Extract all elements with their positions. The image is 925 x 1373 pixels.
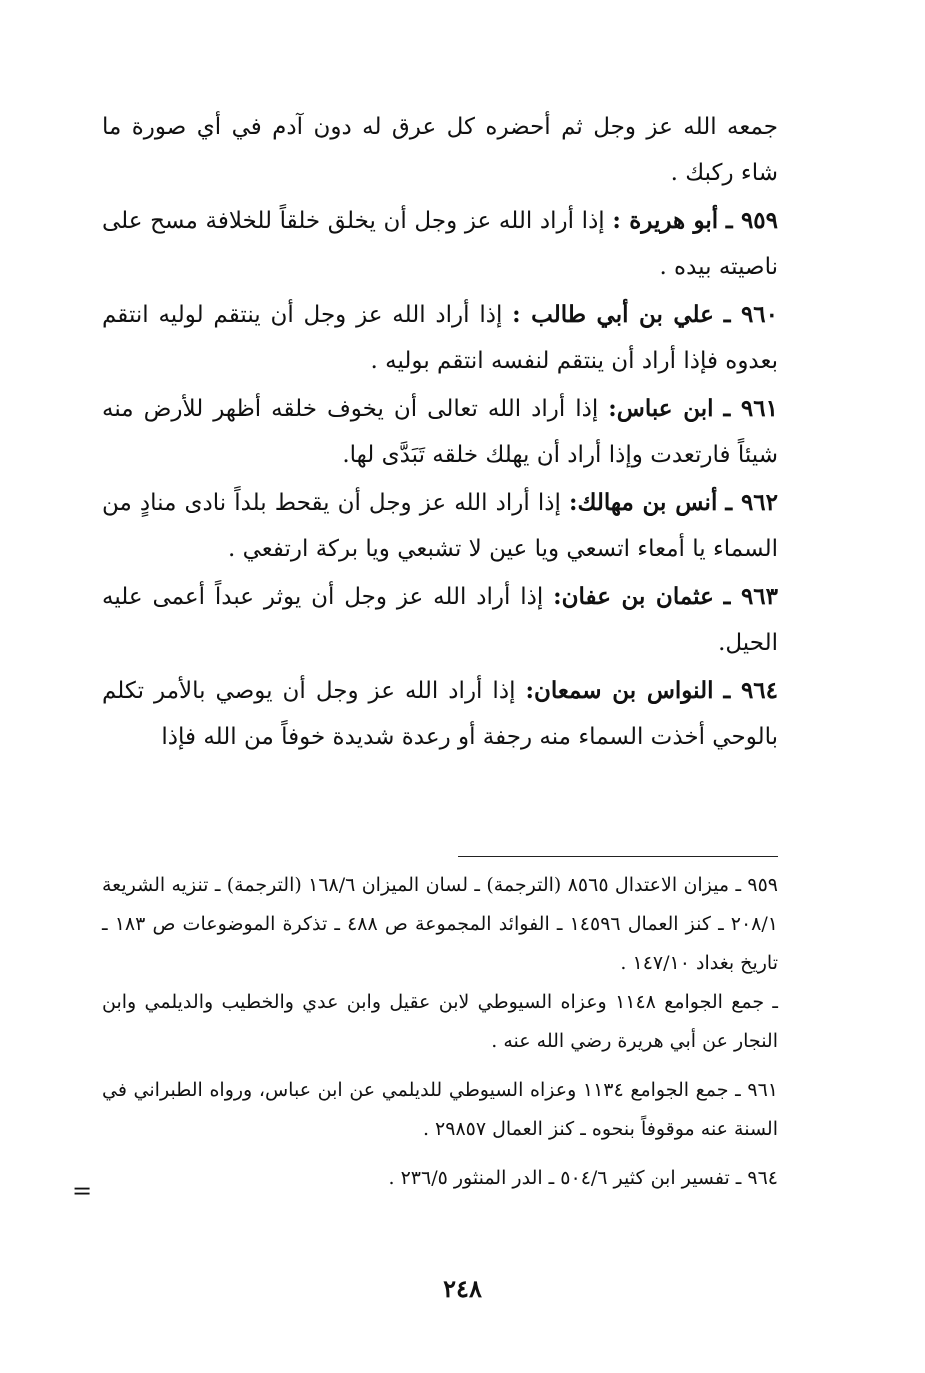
main-text (102, 104, 778, 760)
entry-text: إذا أراد الله عز وجل أن يخلق خلقاً للخلافة مسح على ناصيته بيده . (102, 208, 778, 280)
entry-narrator: ابن عباس: (608, 395, 714, 422)
footnotes (102, 866, 778, 1198)
entry-text: إذا أراد الله عز وجل أن يوثر عبداً أعمى عليه الحيل. (102, 584, 778, 656)
entry-text: إذا أراد الله عز وجل أن ينتقم لوليه انتقم بعدوه فإذا أراد أن ينتقم لنفسه انتقم بوليه . (102, 302, 778, 374)
intro-paragraph: جمعه الله عز وجل ثم أحضره كل عرق له دون آدم في أي صورة ما شاء ركبك . (102, 114, 778, 186)
entry-narrator: عثمان بن عفان: (553, 583, 714, 610)
page-number: ٢٤٨ (443, 1274, 482, 1303)
entry-number: ٩٦١ ـ (723, 395, 778, 422)
footnote-959: ٩٥٩ ـ ميزان الاعتدال ٨٥٦٥ (الترجمة) ـ لسان الميزان ١٦٨/٦ (الترجمة) ـ تنزيه الشريعة ٢٠٨/١ ـ كنز العمال ١٤٥٩٦ ـ الفوائد المجموعة ص ٤٨٨ ـ تذكرة الموضوعات ص ١٨٣ ـ تاريخ بغداد ١٤٧/١٠ . (102, 874, 778, 974)
entry-number: ٩٦٢ ـ (725, 489, 778, 516)
footnote-959-continued: ـ جمع الجوامع ١١٤٨ وعزاه السيوطي لابن عقيل وابن عدي والخطيب والديلمي وابن النجار عن أبي هريرة رضي الله عنه . (102, 991, 778, 1052)
entry-960 (102, 292, 778, 384)
entry-963 (102, 574, 778, 666)
entry-964 (102, 668, 778, 760)
entry-number: ٩٥٩ ـ (725, 207, 778, 234)
footnote-divider (458, 856, 778, 857)
entry-959 (102, 198, 778, 290)
entry-narrator: علي بن أبي طالب : (512, 301, 714, 328)
entry-number: ٩٦٣ ـ (723, 583, 779, 610)
footnote-964: ٩٦٤ ـ تفسير ابن كثير ٥٠٤/٦ ـ الدر المنثور ٢٣٦/٥ . (388, 1167, 778, 1189)
footnote-961: ٩٦١ ـ جمع الجوامع ١١٣٤ وعزاه السيوطي للديلمي عن ابن عباس، ورواه الطبراني في السنة عنه موقوفاً بنحوه ـ كنز العمال ٢٩٨٥٧ . (102, 1079, 778, 1140)
entry-962 (102, 480, 778, 572)
entry-number: ٩٦٠ ـ (723, 301, 778, 328)
entry-text: إذا أراد الله عز وجل أن يقحط بلداً نادى منادٍ من السماء يا أمعاء اتسعي ويا عين لا تشبعي ويا بركة ارتفعي . (102, 490, 778, 562)
entry-narrator: أنس بن مهالك: (568, 489, 718, 516)
entry-number: ٩٦٤ ـ (723, 677, 779, 704)
entry-text: إذا أراد الله تعالى أن يخوف خلقه أظهر للأرض منه شيئاً فارتعدت وإذا أراد أن يهلك خلقه تَبَدَّى لها. (102, 396, 778, 468)
entry-961 (102, 386, 778, 478)
entry-text: إذا أراد الله عز وجل أن يوصي بالأمر تكلم بالوحي أخذت السماء منه رجفة أو رعدة شديدة خوفاً من الله فإذا (102, 678, 778, 750)
continuation-mark: = (72, 1177, 93, 1205)
entry-narrator: أبو هريرة : (612, 207, 719, 234)
entry-narrator: النواس بن سمعان: (525, 677, 714, 704)
